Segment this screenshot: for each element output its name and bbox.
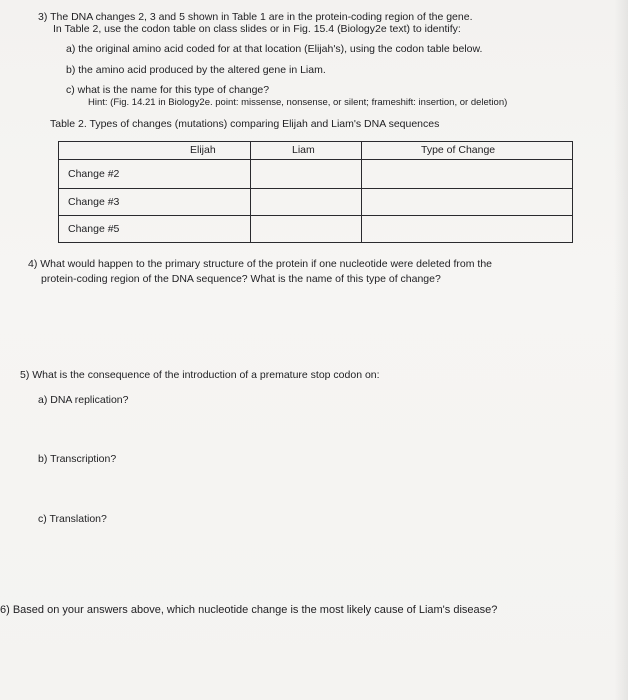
question-3a: a) the original amino acid coded for at that location (Elijah's), using the codon table below. — [66, 43, 483, 55]
question-4-line-2: protein-coding region of the DNA sequence? What is the name of this type of change? — [41, 273, 441, 285]
table-row — [59, 159, 572, 189]
table-row — [59, 215, 572, 243]
table-2-caption: Table 2. Types of changes (mutations) comparing Elijah and Liam's DNA sequences — [50, 118, 440, 130]
question-3c: c) what is the name for this type of change? — [66, 84, 270, 96]
question-5b: b) Transcription? — [38, 453, 117, 465]
row-label-change-5: Change #5 — [68, 223, 120, 235]
question-6: 6) Based on your answers above, which nucleotide change is the most likely cause of Liam's disease? — [0, 604, 498, 616]
question-3-line-1: 3) The DNA changes 2, 3 and 5 shown in Table 1 are in the protein-coding region of the gene. — [38, 11, 473, 23]
question-3-line-2: In Table 2, use the codon table on class slides or in Fig. 15.4 (Biology2e text) to identify: — [53, 23, 461, 35]
question-5-stem: 5) What is the consequence of the introduction of a premature stop codon on: — [20, 369, 380, 381]
mutation-table — [58, 141, 573, 243]
question-5a: a) DNA replication? — [38, 394, 129, 406]
header-type-of-change: Type of Change — [421, 144, 496, 156]
row-label-change-3: Change #3 — [68, 196, 120, 208]
header-liam: Liam — [292, 144, 315, 156]
header-elijah: Elijah — [190, 144, 216, 156]
table-row — [59, 188, 572, 216]
page-edge-shadow — [614, 0, 628, 700]
row-label-change-2: Change #2 — [68, 168, 120, 180]
question-4-line-1: 4) What would happen to the primary structure of the protein if one nucleotide were deleted from the — [28, 258, 493, 270]
question-5c: c) Translation? — [38, 513, 107, 525]
question-3-hint: Hint: (Fig. 14.21 in Biology2e. point: missense, nonsense, or silent; frameshift: insertion, or deletion) — [88, 97, 508, 108]
question-3b: b) the amino acid produced by the altered gene in Liam. — [66, 64, 326, 76]
table-header-row — [59, 142, 572, 159]
